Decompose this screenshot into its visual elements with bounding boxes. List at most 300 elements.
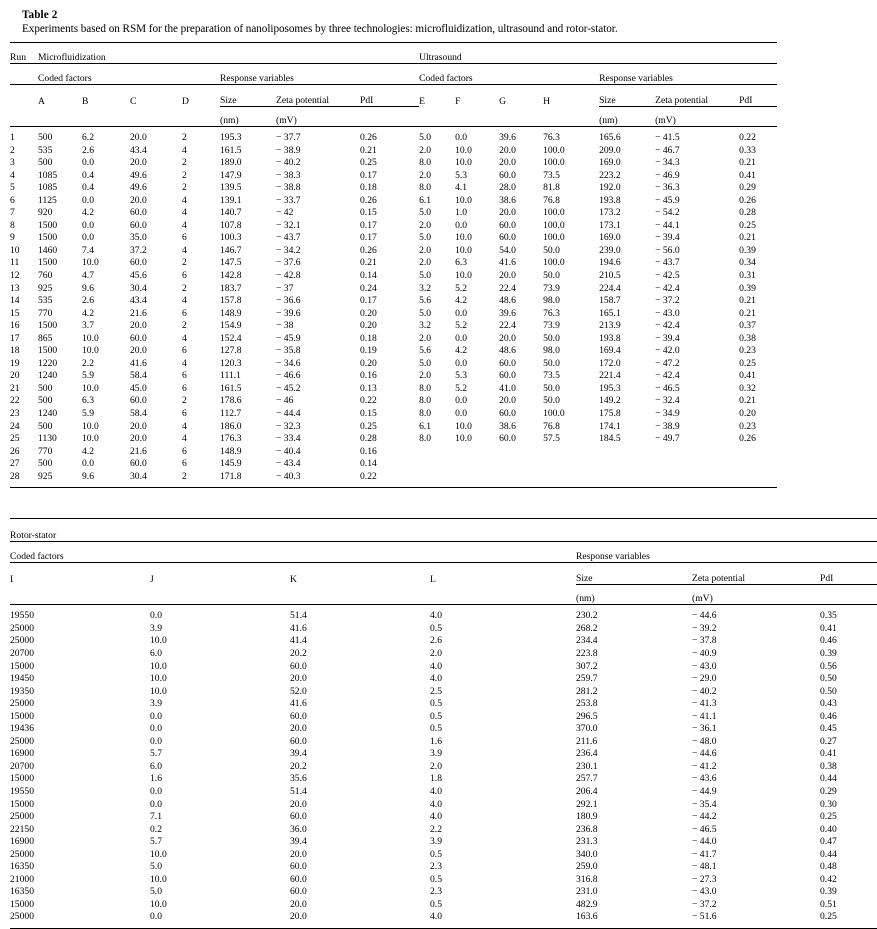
cell-rotor-pdi: 0.25 — [820, 811, 837, 823]
cell-micro-pdi: 0.14 — [360, 270, 377, 282]
cell-factor-h: 98.0 — [543, 345, 560, 357]
subgroup-row — [10, 64, 777, 85]
cell-factor-h: 73.5 — [543, 169, 560, 181]
unit-rotor-size: (nm) — [576, 585, 692, 605]
cell-micro-zeta-potential: − 40.3 — [276, 470, 301, 482]
cell-factor-a: 920 — [38, 207, 53, 219]
cell-factor-d: 4 — [182, 433, 187, 445]
cell-factor-d: 6 — [182, 370, 187, 382]
cell-factor-i: 19550 — [10, 610, 34, 622]
cell-factor-b: 6.2 — [82, 132, 94, 143]
cell-factor-i: 25000 — [10, 811, 34, 823]
cell-micro-zeta-potential: − 33.7 — [276, 194, 301, 206]
table-row — [10, 673, 877, 686]
cell-micro-size: 189.0 — [220, 157, 242, 169]
table-row — [10, 182, 777, 195]
cell-factor-d: 4 — [182, 219, 187, 231]
cell-factor-l: 4.0 — [430, 673, 442, 685]
cell-factor-e: 8.0 — [419, 433, 432, 445]
cell-rotor-pdi: 0.41 — [820, 748, 837, 760]
cell-factor-d: 6 — [182, 445, 187, 457]
cell-rotor-pdi: 0.48 — [820, 861, 837, 873]
table-row — [10, 295, 777, 308]
cell-factor-k: 41.4 — [290, 635, 307, 647]
cell-factor-e: 2.0 — [419, 257, 432, 269]
cell-factor-c: 35.0 — [130, 232, 147, 244]
cell-factor-c: 20.0 — [130, 433, 147, 445]
cell-micro-size: 147.5 — [220, 257, 242, 269]
cell-micro-size: 145.9 — [220, 458, 242, 470]
cell-ultra-pdi: 0.33 — [739, 144, 756, 156]
cell-factor-g: 20.0 — [499, 157, 516, 169]
cell-rotor-zeta-potential: − 40.2 — [692, 685, 717, 697]
cell-ultra-zeta-potential: − 42.4 — [655, 370, 680, 382]
cell-ultra-pdi: 0.23 — [739, 345, 756, 357]
col-header-rotor-zeta: Zeta potential — [692, 563, 820, 585]
cell-rotor-zeta-potential: − 37.8 — [692, 635, 717, 647]
cell-factor-g: 28.0 — [499, 182, 516, 194]
col-header-rotor-pdi: PdI — [820, 563, 877, 585]
cell-factor-a: 1500 — [38, 257, 58, 269]
cell-factor-a: 1500 — [38, 320, 58, 332]
table-row — [10, 458, 777, 471]
cell-rotor-pdi: 0.42 — [820, 873, 837, 885]
cell-run: 8 — [10, 219, 15, 231]
cell-factor-i: 16900 — [10, 836, 34, 848]
cell-ultra-size: 172.0 — [599, 357, 621, 369]
table-row — [10, 370, 777, 383]
cell-factor-b: 0.4 — [82, 182, 94, 194]
cell-factor-h: 50.0 — [543, 382, 560, 394]
cell-rotor-pdi: 0.38 — [820, 760, 837, 772]
cell-rotor-size: 259.7 — [576, 673, 598, 685]
cell-run: 17 — [10, 332, 20, 344]
cell-factor-d: 4 — [182, 144, 187, 156]
cell-factor-l: 4.0 — [430, 660, 442, 672]
cell-rotor-zeta-potential: − 48.1 — [692, 861, 717, 873]
table-row — [10, 308, 777, 321]
cell-factor-a: 535 — [38, 144, 53, 156]
cell-factor-h: 57.5 — [543, 433, 560, 445]
cell-rotor-zeta-potential: − 43.0 — [692, 886, 717, 898]
cell-ultra-pdi: 0.26 — [739, 433, 756, 445]
cell-factor-h: 73.9 — [543, 320, 560, 332]
cell-factor-d: 2 — [182, 320, 187, 332]
cell-rotor-pdi: 0.41 — [820, 622, 837, 634]
cell-factor-g: 22.4 — [499, 320, 516, 332]
cell-ultra-pdi: 0.28 — [739, 207, 756, 219]
cell-micro-zeta-potential: − 44.4 — [276, 408, 301, 420]
cell-ultra-zeta-potential: − 39.4 — [655, 332, 680, 344]
cell-micro-zeta-potential: − 42 — [276, 207, 294, 219]
cell-factor-c: 45.6 — [130, 270, 147, 282]
cell-ultra-size: 169.4 — [599, 345, 621, 357]
cell-run: 14 — [10, 295, 20, 307]
cell-factor-a: 500 — [38, 420, 53, 432]
cell-rotor-pdi: 0.44 — [820, 848, 837, 860]
cell-rotor-size: 236.4 — [576, 748, 598, 760]
run-spacer-cell-2 — [10, 85, 38, 107]
cell-factor-d: 4 — [182, 244, 187, 256]
cell-micro-size: 139.1 — [220, 194, 242, 206]
cell-factor-h: 100.0 — [543, 257, 565, 269]
table-row — [10, 207, 777, 220]
cell-factor-c: 20.0 — [130, 420, 147, 432]
cell-rotor-size: 206.4 — [576, 785, 598, 797]
cell-micro-pdi: 0.22 — [360, 470, 377, 482]
cell-micro-size: 161.5 — [220, 144, 242, 156]
cell-factor-k: 51.4 — [290, 610, 307, 622]
cell-factor-b: 4.7 — [82, 270, 94, 282]
col-header-C: C — [130, 85, 182, 107]
table-row — [10, 886, 877, 899]
cell-factor-h: 76.8 — [543, 420, 560, 432]
cell-factor-i: 19350 — [10, 685, 34, 697]
cell-factor-a: 1240 — [38, 370, 58, 382]
rotor-units-row — [10, 585, 877, 605]
cell-micro-pdi: 0.20 — [360, 320, 377, 332]
cell-factor-j: 10.0 — [150, 898, 167, 910]
cell-micro-size: 183.7 — [220, 282, 242, 294]
cell-rotor-size: 281.2 — [576, 685, 598, 697]
cell-micro-zeta-potential: − 37.6 — [276, 257, 301, 269]
cell-micro-zeta-potential: − 32.3 — [276, 420, 301, 432]
cell-micro-pdi: 0.15 — [360, 207, 377, 219]
cell-factor-f: 1.0 — [455, 207, 468, 219]
group-header-rotor-stator: Rotor-stator — [10, 530, 57, 542]
cell-micro-size: 171.8 — [220, 470, 242, 482]
col-header-ultra-zeta: Zeta potential — [655, 85, 739, 107]
cell-factor-e: 5.0 — [419, 307, 432, 319]
cell-factor-k: 41.6 — [290, 698, 307, 710]
cell-factor-j: 1.6 — [150, 773, 162, 785]
cell-factor-l: 2.0 — [430, 647, 442, 659]
cell-factor-h: 73.5 — [543, 370, 560, 382]
cell-factor-l: 4.0 — [430, 610, 442, 622]
cell-factor-j: 3.9 — [150, 622, 162, 634]
cell-factor-k: 20.0 — [290, 848, 307, 860]
cell-factor-k: 60.0 — [290, 886, 307, 898]
cell-micro-size: 140.7 — [220, 207, 242, 219]
cell-factor-l: 2.2 — [430, 823, 442, 835]
cell-rotor-zeta-potential: − 41.7 — [692, 848, 717, 860]
cell-factor-l: 0.5 — [430, 622, 442, 634]
cell-factor-j: 0.0 — [150, 610, 162, 622]
table-row — [10, 220, 777, 233]
cell-ultra-pdi: 0.21 — [739, 295, 756, 307]
unit-ultra-zeta: (mV) — [655, 107, 739, 127]
cell-factor-l: 0.5 — [430, 898, 442, 910]
cell-run: 4 — [10, 169, 15, 181]
cell-run: 1 — [10, 132, 15, 143]
cell-factor-e: 2.0 — [419, 244, 432, 256]
cell-rotor-zeta-potential: − 51.6 — [692, 911, 717, 923]
cell-factor-i: 25000 — [10, 622, 34, 634]
cell-factor-f: 0.0 — [455, 307, 468, 319]
cell-factor-d: 2 — [182, 182, 187, 194]
col-header-micro-size: Size — [220, 85, 276, 107]
cell-micro-zeta-potential: − 38 — [276, 320, 294, 332]
unit-spacer-G — [499, 107, 543, 127]
cell-factor-h: 100.0 — [543, 232, 565, 244]
cell-ultra-pdi: 0.25 — [739, 219, 756, 231]
cell-ultra-zeta-potential — [655, 471, 739, 488]
cell-micro-size: 107.8 — [220, 219, 242, 231]
cell-micro-zeta-potential: − 34.2 — [276, 244, 301, 256]
cell-micro-pdi: 0.20 — [360, 357, 377, 369]
cell-factor-i: 25000 — [10, 735, 34, 747]
cell-factor-f: 10.0 — [455, 194, 472, 206]
cell-factor-a: 760 — [38, 270, 53, 282]
cell-factor-h: 76.3 — [543, 307, 560, 319]
cell-ultra-size: 210.5 — [599, 270, 621, 282]
cell-factor-k: 51.4 — [290, 785, 307, 797]
cell-factor-f: 0.0 — [455, 357, 468, 369]
cell-factor-e: 5.0 — [419, 207, 432, 219]
cell-factor-i: 25000 — [10, 911, 34, 923]
cell-factor-e — [419, 458, 455, 471]
cell-factor-i: 21000 — [10, 873, 34, 885]
cell-run: 28 — [10, 470, 20, 482]
cell-factor-g: 20.0 — [499, 332, 516, 344]
cell-micro-zeta-potential: − 37 — [276, 282, 294, 294]
cell-factor-i: 25000 — [10, 635, 34, 647]
cell-factor-i: 15000 — [10, 710, 34, 722]
cell-rotor-size: 482.9 — [576, 898, 598, 910]
cell-rotor-pdi: 0.43 — [820, 698, 837, 710]
cell-factor-c: 60.0 — [130, 458, 147, 470]
cell-factor-d: 6 — [182, 382, 187, 394]
cell-ultra-size: 175.8 — [599, 408, 621, 420]
cell-rotor-zeta-potential: − 46.5 — [692, 823, 717, 835]
cell-factor-h: 50.0 — [543, 357, 560, 369]
cell-factor-c: 20.0 — [130, 320, 147, 332]
cell-rotor-pdi: 0.50 — [820, 673, 837, 685]
cell-ultra-size — [599, 471, 655, 488]
cell-factor-a: 535 — [38, 295, 53, 307]
cell-factor-k: 60.0 — [290, 710, 307, 722]
cell-ultra-size: 213.9 — [599, 320, 621, 332]
cell-micro-zeta-potential: − 34.6 — [276, 357, 301, 369]
unit-spacer-B — [82, 107, 130, 127]
cell-factor-c: 49.6 — [130, 169, 147, 181]
col-header-F: F — [455, 85, 499, 107]
cell-micro-zeta-potential: − 40.2 — [276, 157, 301, 169]
cell-micro-size: 139.5 — [220, 182, 242, 194]
cell-factor-a: 770 — [38, 445, 53, 457]
unit-rotor-zeta: (mV) — [692, 585, 820, 605]
cell-factor-h: 76.3 — [543, 132, 560, 143]
cell-rotor-pdi: 0.39 — [820, 886, 837, 898]
cell-run: 27 — [10, 458, 20, 470]
cell-micro-size: 186.0 — [220, 420, 242, 432]
cell-factor-b: 2.6 — [82, 295, 94, 307]
col-header-micro-pdi: PdI — [360, 85, 419, 107]
cell-rotor-zeta-potential: − 44.6 — [692, 748, 717, 760]
cell-rotor-pdi: 0.47 — [820, 836, 837, 848]
cell-factor-k: 60.0 — [290, 861, 307, 873]
cell-factor-a: 1085 — [38, 182, 58, 194]
cell-ultra-pdi — [739, 471, 777, 488]
cell-micro-pdi: 0.17 — [360, 169, 377, 181]
cell-factor-c: 60.0 — [130, 257, 147, 269]
subgroup-ultra-response-variables: Response variables — [599, 64, 777, 85]
cell-ultra-pdi: 0.21 — [739, 395, 756, 407]
cell-factor-g: 20.0 — [499, 144, 516, 156]
cell-factor-b: 0.0 — [82, 458, 94, 470]
table-number: Table 2 — [22, 9, 58, 21]
cell-factor-k: 60.0 — [290, 735, 307, 747]
cell-run: 6 — [10, 194, 15, 206]
cell-rotor-zeta-potential: − 43.6 — [692, 773, 717, 785]
table-row — [10, 736, 877, 749]
cell-factor-j: 6.0 — [150, 647, 162, 659]
cell-micro-pdi: 0.21 — [360, 257, 377, 269]
cell-rotor-zeta-potential: − 35.4 — [692, 798, 717, 810]
cell-run: 16 — [10, 320, 20, 332]
cell-ultra-zeta-potential: − 47.2 — [655, 357, 680, 369]
cell-run: 20 — [10, 370, 20, 382]
cell-factor-l: 3.9 — [430, 836, 442, 848]
group-header-microfluidization: Microfluidization — [38, 52, 106, 63]
cell-factor-a: 925 — [38, 470, 53, 482]
cell-factor-b: 6.3 — [82, 395, 94, 407]
cell-ultra-size: 223.2 — [599, 169, 621, 181]
cell-factor-k: 41.6 — [290, 622, 307, 634]
unit-micro-size: (nm) — [220, 107, 276, 127]
cell-ultra-pdi: 0.41 — [739, 169, 756, 181]
cell-micro-zeta-potential: − 43.4 — [276, 458, 301, 470]
rotor-unit-spacer-J — [150, 585, 290, 605]
cell-rotor-pdi: 0.46 — [820, 635, 837, 647]
cell-factor-i: 16350 — [10, 886, 34, 898]
cell-factor-l: 0.5 — [430, 873, 442, 885]
cell-ultra-pdi: 0.22 — [739, 132, 756, 143]
cell-ultra-size: 165.1 — [599, 307, 621, 319]
table-row — [10, 861, 877, 874]
unit-spacer-F — [455, 107, 499, 127]
cell-factor-j: 5.7 — [150, 836, 162, 848]
cell-micro-zeta-potential: − 39.6 — [276, 307, 301, 319]
col-header-E: E — [419, 85, 455, 107]
cell-factor-f: 10.0 — [455, 144, 472, 156]
cell-rotor-zeta-potential: − 44.9 — [692, 785, 717, 797]
cell-factor-c: 60.0 — [130, 395, 147, 407]
cell-factor-f — [455, 446, 499, 459]
cell-rotor-pdi: 0.40 — [820, 823, 837, 835]
cell-ultra-zeta-potential: − 56.0 — [655, 244, 680, 256]
group-header-ultrasound: Ultrasound — [419, 52, 462, 63]
cell-micro-size: 178.6 — [220, 395, 242, 407]
cell-factor-f: 10.0 — [455, 433, 472, 445]
cell-factor-j: 6.0 — [150, 760, 162, 772]
cell-micro-size: 100.3 — [220, 232, 242, 244]
cell-run: 19 — [10, 357, 20, 369]
cell-factor-e — [419, 471, 455, 488]
unit-spacer-D — [182, 107, 220, 127]
table-row — [10, 849, 877, 862]
cell-factor-f: 0.0 — [455, 395, 468, 407]
cell-factor-i: 15000 — [10, 898, 34, 910]
cell-micro-pdi: 0.20 — [360, 307, 377, 319]
cell-micro-pdi: 0.22 — [360, 395, 377, 407]
col-header-H: H — [543, 85, 599, 107]
cell-factor-j: 0.0 — [150, 735, 162, 747]
cell-micro-zeta-potential: − 35.8 — [276, 345, 301, 357]
cell-factor-e: 2.0 — [419, 332, 432, 344]
cell-ultra-size — [599, 446, 655, 459]
cell-factor-i: 22150 — [10, 823, 34, 835]
cell-ultra-zeta-potential: − 32.4 — [655, 395, 680, 407]
table-row — [10, 698, 877, 711]
cell-factor-f: 0.0 — [455, 408, 468, 420]
cell-rotor-size: 230.1 — [576, 760, 598, 772]
cell-rotor-pdi: 0.50 — [820, 685, 837, 697]
cell-rotor-zeta-potential: − 44.2 — [692, 811, 717, 823]
cell-ultra-zeta-potential: − 49.7 — [655, 433, 680, 445]
cell-factor-f — [455, 458, 499, 471]
table-row — [10, 874, 877, 887]
subgroup-rotor-coded-factors: Coded factors — [10, 542, 576, 563]
cell-factor-k: 52.0 — [290, 685, 307, 697]
cell-rotor-pdi: 0.45 — [820, 723, 837, 735]
cell-factor-l: 4.0 — [430, 785, 442, 797]
cell-micro-pdi: 0.17 — [360, 232, 377, 244]
cell-micro-size: 147.9 — [220, 169, 242, 181]
table-row — [10, 408, 777, 421]
cell-factor-j: 5.0 — [150, 886, 162, 898]
cell-factor-b: 0.0 — [82, 232, 94, 244]
cell-factor-f — [455, 471, 499, 488]
cell-factor-i: 16900 — [10, 748, 34, 760]
cell-rotor-pdi: 0.27 — [820, 735, 837, 747]
cell-rotor-size: 296.5 — [576, 710, 598, 722]
cell-factor-d: 2 — [182, 157, 187, 169]
cell-factor-d: 2 — [182, 257, 187, 269]
cell-ultra-pdi: 0.32 — [739, 382, 756, 394]
col-header-A: A — [38, 85, 82, 107]
cell-micro-pdi: 0.17 — [360, 219, 377, 231]
cell-factor-h: 73.9 — [543, 282, 560, 294]
cell-ultra-zeta-potential: − 45.9 — [655, 194, 680, 206]
table-row — [10, 711, 877, 724]
cell-factor-h: 100.0 — [543, 219, 565, 231]
cell-rotor-zeta-potential: − 29.0 — [692, 673, 717, 685]
cell-micro-pdi: 0.25 — [360, 420, 377, 432]
subgroup-ultra-coded-factors: Coded factors — [419, 64, 599, 85]
cell-run: 23 — [10, 408, 20, 420]
table-row — [10, 245, 777, 258]
cell-factor-h — [543, 458, 599, 471]
cell-run: 11 — [10, 257, 20, 269]
table-row — [10, 723, 877, 736]
table-row — [10, 471, 777, 488]
cell-factor-e: 5.0 — [419, 232, 432, 244]
cell-factor-l: 2.3 — [430, 886, 442, 898]
cell-factor-e: 5.0 — [419, 270, 432, 282]
table-row — [10, 232, 777, 245]
cell-factor-b: 0.4 — [82, 169, 94, 181]
run-spacer-cell-3 — [10, 107, 38, 127]
cell-factor-i: 20700 — [10, 647, 34, 659]
cell-factor-j: 10.0 — [150, 635, 167, 647]
cell-rotor-pdi: 0.44 — [820, 773, 837, 785]
cell-factor-f: 10.0 — [455, 232, 472, 244]
cell-ultra-zeta-potential: − 44.1 — [655, 219, 680, 231]
cell-factor-j: 3.9 — [150, 698, 162, 710]
cell-factor-g: 60.0 — [499, 433, 516, 445]
cell-ultra-zeta-potential — [655, 446, 739, 459]
